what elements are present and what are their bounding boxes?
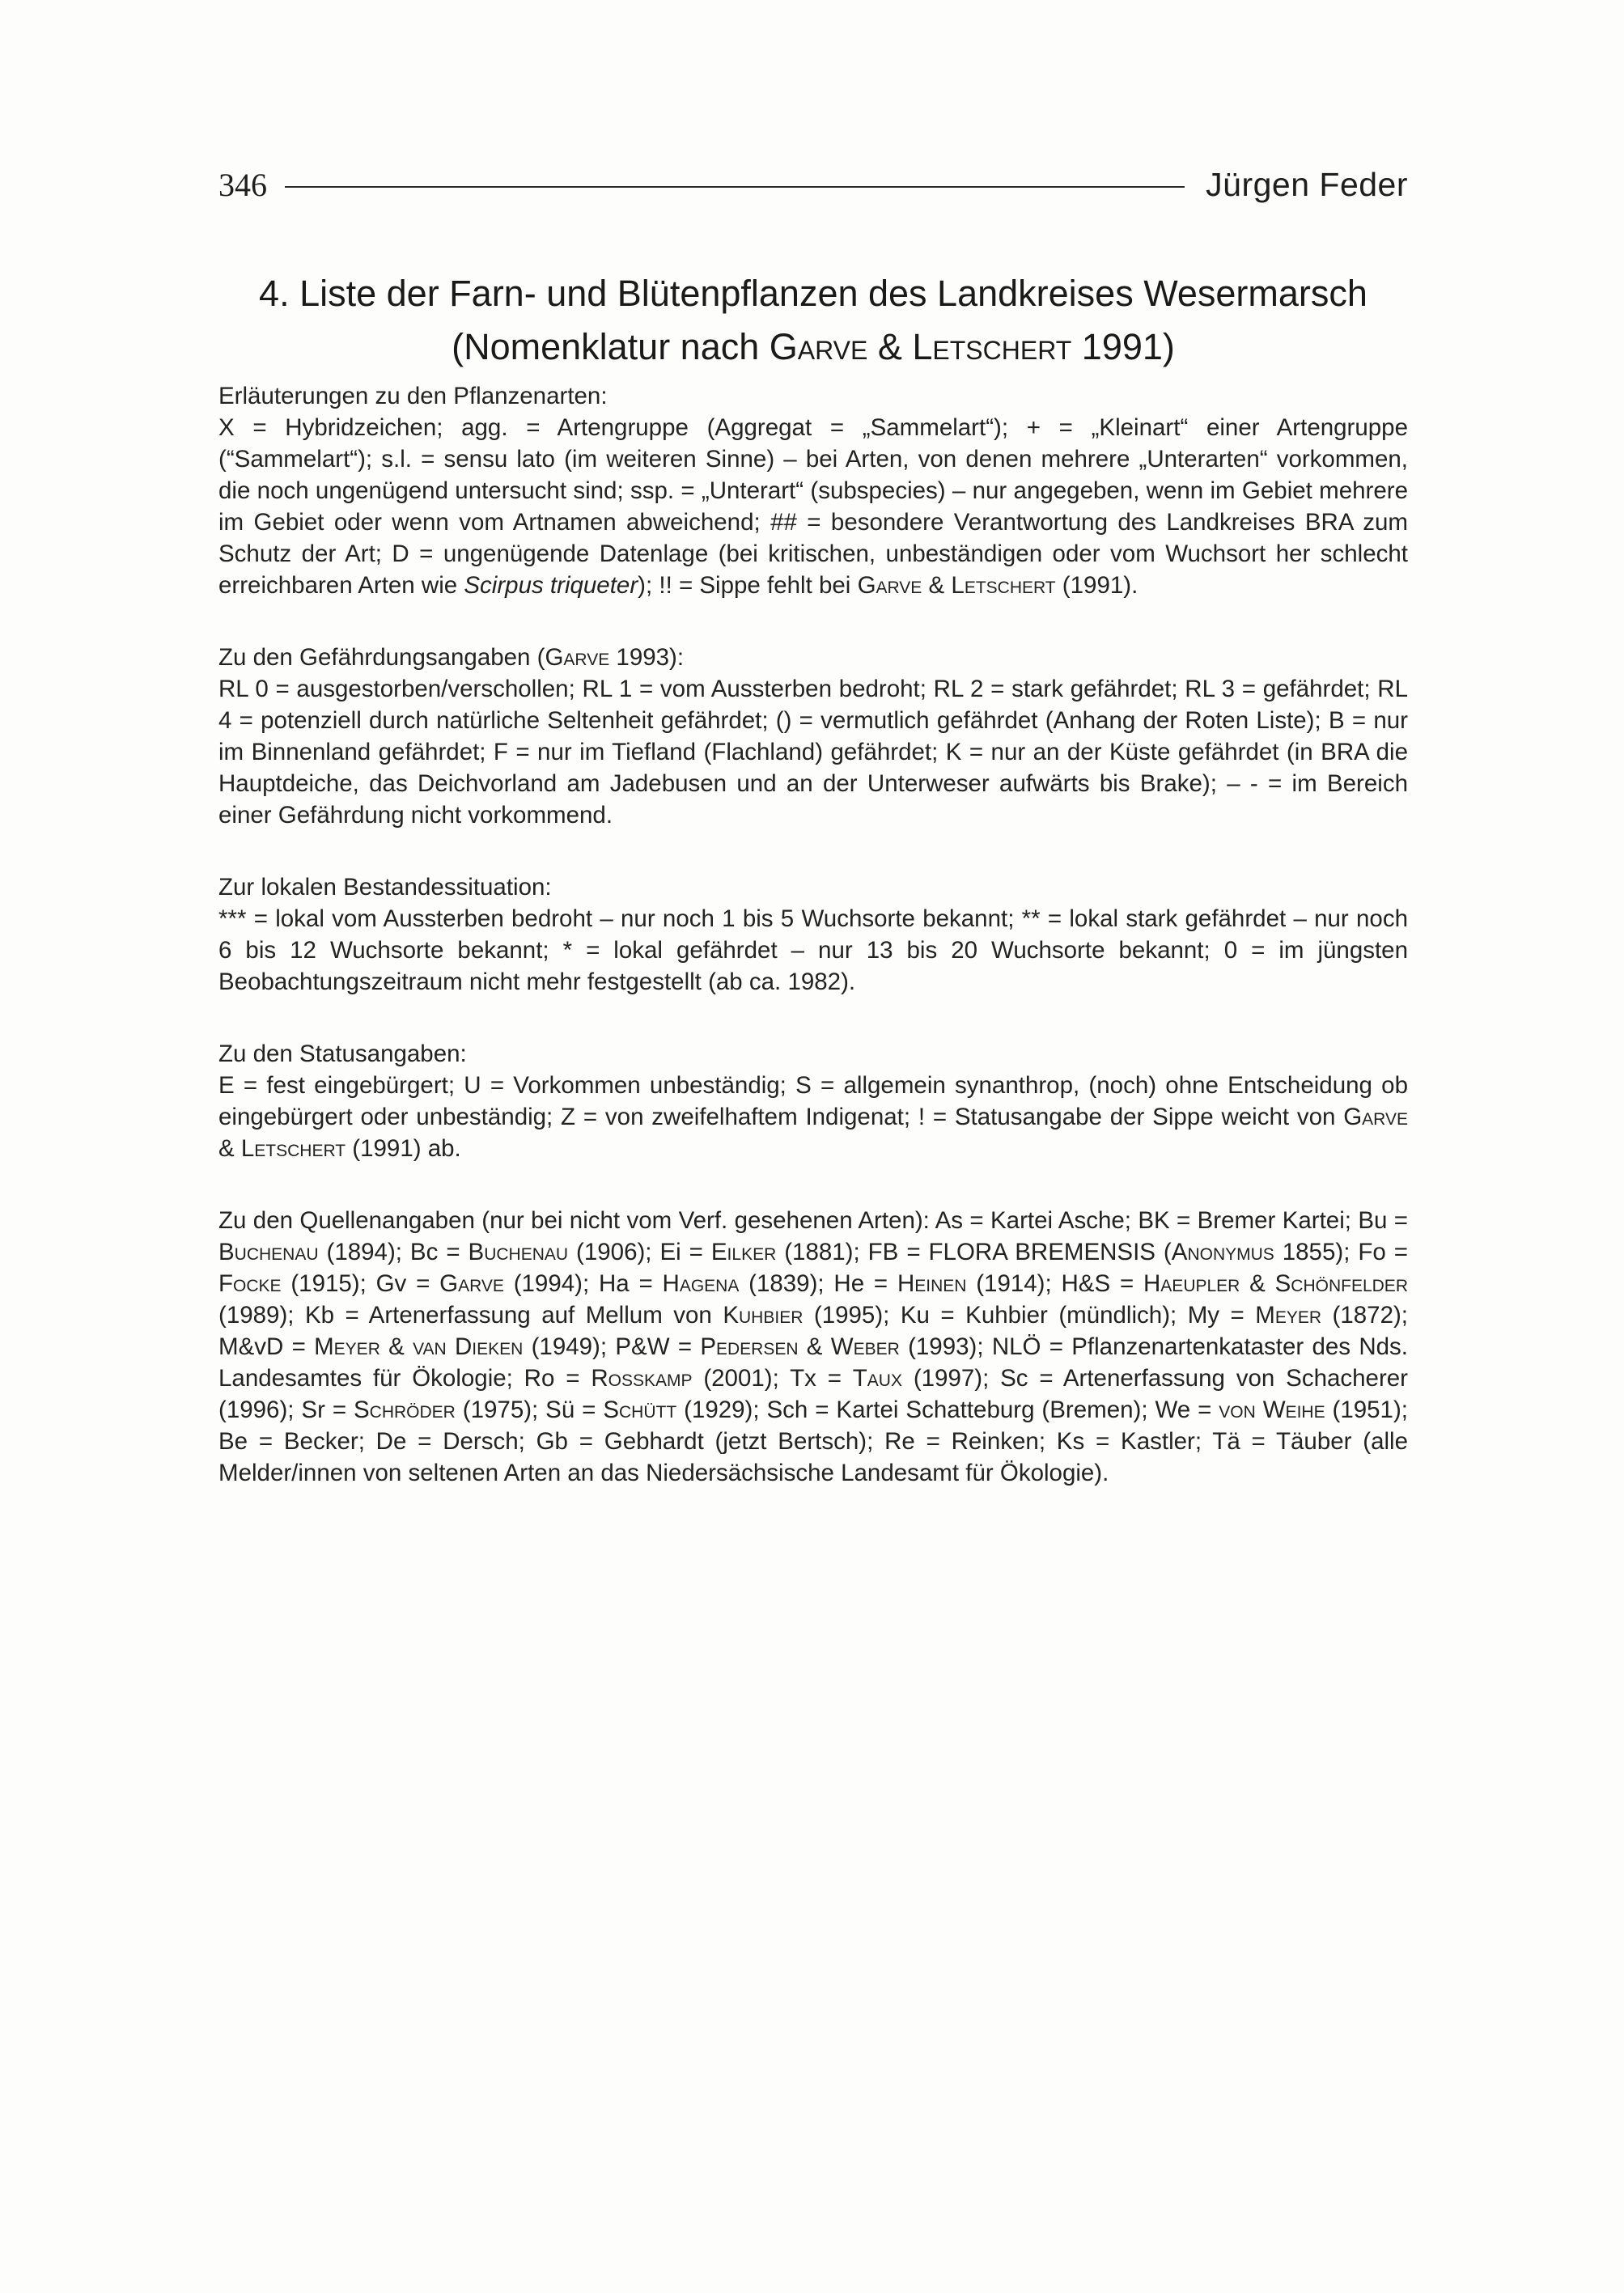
author-name: Eilker <box>710 1239 777 1265</box>
author-name: van Dieken <box>413 1333 524 1360</box>
section-paragraph: RL 0 = ausgestorben/verschollen; RL 1 = vom Aussterben bedroht; RL 2 = stark gefährdet; RL 3 = gefährdet; RL 4 = potenziell durch natürliche Seltenheit gefährdet; () = vermutlich gefährdet (Anhang der Roten Liste); B = nur im Binnenland gefährdet; F = nur im Tiefland (Flachland) gefährdet; K = nur an der Küste gefährdet (in BRA die Hauptdeiche, das Deichvorland am Jadebusen und an der Unterweser aufwärts bis Brake); – - = im Bereich einer Gefährdung nicht vorkommend. <box>218 676 1408 829</box>
paragraph-text: (1949); P&W = <box>523 1333 701 1360</box>
author-name: Anonymus <box>1171 1239 1274 1265</box>
author-name: Garve <box>769 326 868 367</box>
paragraph-text: (1872); M&vD = <box>218 1302 1408 1360</box>
paragraph-text: (1929); Sch = Kartei Schatteburg (Bremen); We = <box>676 1397 1219 1423</box>
author-name: Garve <box>1343 1104 1408 1130</box>
paragraph-text: (1997); Sc = Artenerfassung von Schacherer (1996); Sr = <box>218 1365 1408 1423</box>
section-gefaehrdung <box>218 642 1408 831</box>
header-rule <box>285 186 1185 188</box>
author-name: Schröder <box>353 1397 456 1423</box>
section-paragraph <box>218 412 1408 601</box>
section-paragraph: *** = lokal vom Aussterben bedroht – nur noch 1 bis 5 Wuchsorte bekannt; ** = lokal stark gefährdet – nur noch 6 bis 12 Wuchsorte bekannt; * = lokal gefährdet – nur 13 bis 20 Wuchsorte bekannt; 0 = im jüngsten Beobachtungszeitraum nicht mehr festgestellt (ab ca. 1982). <box>218 905 1408 995</box>
paragraph-text: E = fest eingebürgert; U = Vorkommen unbeständig; S = allgemein synanthrop, (noch) ohne Entscheidung ob eingebürgert oder unbeständig; Z = von zweifelhaftem Indigenat; ! = Statusangabe der Sippe weicht von <box>218 1072 1408 1130</box>
author-name: Roßkamp <box>591 1365 693 1392</box>
paragraph-text: (1951); Be = Becker; De = Dersch; Gb = Gebhardt (jetzt Bertsch); Re = Reinken; Ks = Kastler; Tä = Täuber (alle Melder/innen von seltenen Arten an das Niedersächsische Landesamt für Ökologie). <box>218 1397 1408 1486</box>
paragraph-text: & <box>922 572 952 599</box>
author-name: von Weihe <box>1219 1397 1325 1423</box>
author-name: Garve <box>545 644 610 671</box>
paragraph-text: X = Hybridzeichen; agg. = Artengruppe (Aggregat = „Sammelart“); + = „Kleinart“ einer Artengruppe (“Sammelart“); s.l. = sensu lato (im weiteren Sinne) – bei Arten, von denen mehrere „Unterarten“ vorkommen, die noch ungenügend untersucht sind; ssp. = „Unterart“ (subspecies) – nur angegeben, wenn im Gebiet mehrere im Gebiet oder wenn vom Artnamen abweichend; ## = besondere Verantwortung des Landkreises BRA zum Schutz der Art; D = ungenügende Datenlage (bei kritischen, unbeständigen oder vom Wuchsort her schlecht erreichbaren Arten wie <box>218 414 1408 599</box>
section-status <box>218 1038 1408 1164</box>
author-name: Garve <box>439 1270 504 1297</box>
paragraph-text: & <box>218 1135 241 1162</box>
section-heading: Zu den Statusangaben: <box>218 1041 467 1067</box>
running-head-author: Jürgen Feder <box>1206 165 1408 203</box>
paragraph-text: (1914); H&S = <box>966 1270 1143 1297</box>
paragraph-text: (1975); Sü = <box>455 1397 604 1423</box>
author-name: Haeupler <box>1143 1270 1240 1297</box>
paragraph-text: (1839); He = <box>739 1270 897 1297</box>
page-number: 346 <box>218 166 267 203</box>
author-name: Letschert <box>912 326 1072 367</box>
section-heading <box>218 642 1408 673</box>
paragraph-text: (1995); Ku = Kuhbier (mündlich); My = <box>803 1302 1256 1329</box>
author-name: Taux <box>852 1365 902 1392</box>
paragraph-text: (1881); FB = FLORA BREMENSIS ( <box>776 1239 1172 1265</box>
author-name: Weber <box>830 1333 900 1360</box>
author-name: Heinen <box>897 1270 967 1297</box>
paragraph-text: (2001); Tx = <box>692 1365 853 1392</box>
section-paragraph <box>218 1205 1408 1489</box>
section-heading: Zu den Quellenangaben (nur bei nicht vom Verf. gesehenen Arten): <box>218 1207 930 1234</box>
author-name: Buchenau <box>218 1239 319 1265</box>
author-name: Buchenau <box>468 1239 569 1265</box>
paragraph-text: (1906); Ei = <box>568 1239 711 1265</box>
title-line-1: 4. Liste der Farn- und Blütenpflanzen des Landkreises Wesermarsch <box>259 273 1367 314</box>
paragraph-text: (1994); Ha = <box>503 1270 663 1297</box>
paragraph-text: As = Kartei Asche; BK = Bremer Kartei; Bu = <box>929 1207 1408 1234</box>
paragraph-text: 1855); Fo = <box>1274 1239 1408 1265</box>
section-erlaeuterungen <box>218 380 1408 601</box>
body-text <box>218 380 1408 1529</box>
section-heading: Zur lokalen Bestandessituation: <box>218 874 552 901</box>
running-head <box>218 160 1408 209</box>
paragraph-text: (1989); Kb = Artenerfassung auf Mellum von <box>218 1302 723 1329</box>
author-name: Schütt <box>603 1397 677 1423</box>
author-name: Hagena <box>662 1270 740 1297</box>
author-name: Garve <box>857 572 922 599</box>
author-name: Focke <box>218 1270 282 1297</box>
paragraph-text: & <box>379 1333 413 1360</box>
author-name: Meyer <box>1255 1302 1322 1329</box>
paragraph-text: & <box>798 1333 831 1360</box>
paragraph-text: & <box>1240 1270 1275 1297</box>
author-name: Letschert <box>951 572 1056 599</box>
section-quellen <box>218 1205 1408 1489</box>
paragraph-text: (1991). <box>1055 572 1138 599</box>
heading-text: 1993): <box>609 644 685 671</box>
paragraph-text: ); !! = Sippe fehlt bei <box>638 572 858 599</box>
author-name: Pedersen <box>700 1333 799 1360</box>
paragraph-text: (1991) ab. <box>346 1135 461 1162</box>
author-name: Meyer <box>314 1333 380 1360</box>
author-name: Letschert <box>240 1135 346 1162</box>
paragraph-text: (1993); NLÖ = Pflanzenartenkataster des Nds. Landesamtes für Ökologie; Ro = <box>218 1333 1408 1392</box>
title-text: (Nomenklatur nach <box>452 326 770 367</box>
author-name: Schönfelder <box>1274 1270 1408 1297</box>
title-text: & <box>867 326 913 367</box>
title-line-2 <box>218 320 1408 374</box>
title-text: 1991) <box>1071 326 1175 367</box>
author-name: Kuhbier <box>723 1302 804 1329</box>
section-heading: Erläuterungen zu den Pflanzenarten: <box>218 383 608 409</box>
section-paragraph <box>218 1070 1408 1164</box>
paragraph-text: (1894); Bc = <box>318 1239 469 1265</box>
species-name: Scirpus triqueter <box>464 572 638 599</box>
heading-text: Zu den Gefährdungsangaben ( <box>218 644 545 671</box>
section-bestand <box>218 871 1408 998</box>
paragraph-text: (1915); Gv = <box>281 1270 440 1297</box>
section-title <box>218 267 1408 374</box>
